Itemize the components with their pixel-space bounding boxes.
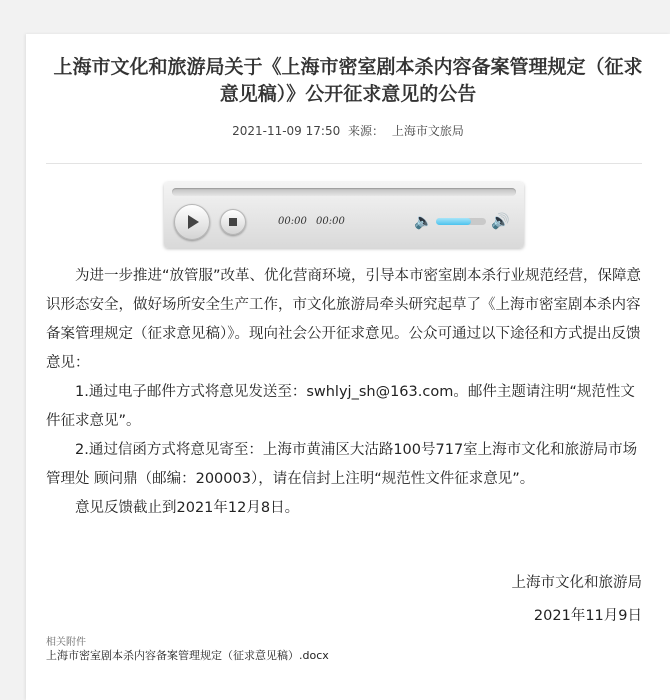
- source-name: 上海市文旅局: [391, 124, 464, 138]
- seek-bar[interactable]: [172, 188, 516, 196]
- title-divider: [46, 163, 642, 164]
- article-page: [26, 34, 670, 700]
- attachment-label: 相关附件: [46, 637, 86, 648]
- attachment-link[interactable]: 上海市密室剧本杀内容备案管理规定（征求意见稿）.docx: [46, 649, 329, 662]
- audio-player: [164, 182, 524, 248]
- body-paragraph: 为进一步推进“放管服”改革、优化营商环境，引导本市密室剧本杀行业规范经营，保障意识形态安全，做好场所安全生产工作，市文化旅游局牵头研究起草了《上海市密室剧本杀内容备案管理规定（征求意见稿）》。现向社会公开征求意见。公众可通过以下途径和方式提出反馈意见：: [46, 268, 642, 371]
- volume-high-icon[interactable]: 🔊: [491, 212, 510, 230]
- body-paragraph: 2.通过信函方式将意见寄至：上海市黄浦区大沽路100号717室上海市文化和旅游局市场管理处 顾问鼎（邮编：200003），请在信封上注明“规范性文件征求意见”。: [46, 442, 638, 487]
- article-meta: [26, 122, 670, 139]
- publish-date: 2021-11-09 17:50: [232, 124, 341, 138]
- signature-org: 上海市文化和旅游局: [511, 575, 642, 591]
- play-icon[interactable]: [174, 204, 210, 240]
- article-body: [46, 262, 646, 523]
- source-label: 来源：: [348, 124, 385, 138]
- duration-time: 00:00: [316, 216, 345, 227]
- volume-slider[interactable]: [436, 218, 486, 225]
- current-time: 00:00: [278, 216, 307, 227]
- body-paragraph: 意见反馈截止到2021年12月8日。: [75, 500, 300, 516]
- body-paragraph: 1.通过电子邮件方式将意见发送至：swhlyj_sh@163.com。邮件主题请注明“规范性文件征求意见”。: [46, 384, 635, 429]
- stop-icon[interactable]: [220, 209, 246, 235]
- signature-date: 2021年11月9日: [533, 608, 642, 624]
- volume-low-icon[interactable]: 🔈: [414, 212, 433, 230]
- volume-level-fill: [436, 218, 471, 225]
- article-title: 上海市文化和旅游局关于《上海市密室剧本杀内容备案管理规定（征求意见稿）》公开征求意见的公告: [53, 56, 643, 105]
